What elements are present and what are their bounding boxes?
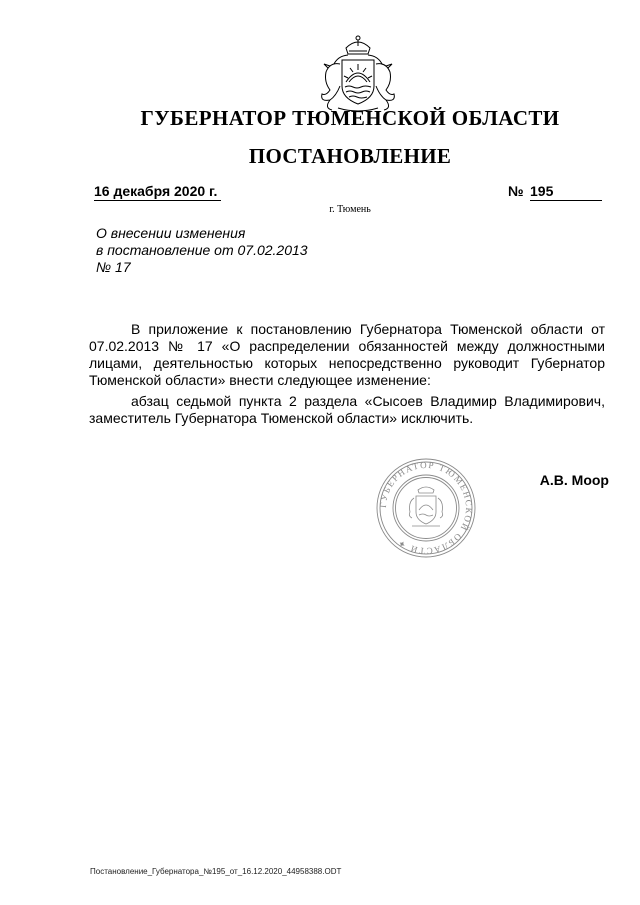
signatory-name: А.В. Моор — [539, 472, 609, 488]
document-type: ПОСТАНОВЛЕНИЕ — [248, 144, 452, 168]
footer-filename: Постановление_Губернатора_№195_от_16.12.2020_44958388.ODT — [90, 867, 342, 876]
body-paragraph: абзац седьмой пункта 2 раздела «Сысоев Владимир Владимирович, заместитель Губернатора Тюменской области» исключить. — [89, 393, 605, 426]
body-paragraph: В приложение к постановлению Губернатора Тюменской области от 07.02.2013 № 17 «О распределении обязанностей между должностными лицами, деятельностью которых непосредственно руководит Губернатор Тюменской области» внести следующее изменение: — [89, 321, 605, 388]
document-subject — [96, 225, 356, 276]
number-value: 195 — [530, 183, 602, 201]
number-sign: № — [508, 183, 524, 199]
subject-line: О внесении изменения — [96, 225, 246, 241]
subject-line: № 17 — [96, 259, 131, 275]
document-body — [89, 321, 605, 431]
svg-text:ГУБЕРНАТОР ТЮМЕНСКОЙ ОБЛАСТИ ✦: ГУБЕРНАТОР ТЮМЕНСКОЙ ОБЛАСТИ ✦ — [377, 459, 475, 557]
document-city: г. Тюмень — [329, 204, 371, 215]
page-title: ГУБЕРНАТОР ТЮМЕНСКОЙ ОБЛАСТИ — [140, 106, 560, 130]
subject-line: в постановление от 07.02.2013 — [96, 242, 308, 258]
document-number — [508, 183, 604, 201]
coat-of-arms-icon — [316, 34, 400, 114]
document-date: 16 декабря 2020 г. — [94, 183, 221, 201]
official-stamp — [374, 456, 478, 560]
